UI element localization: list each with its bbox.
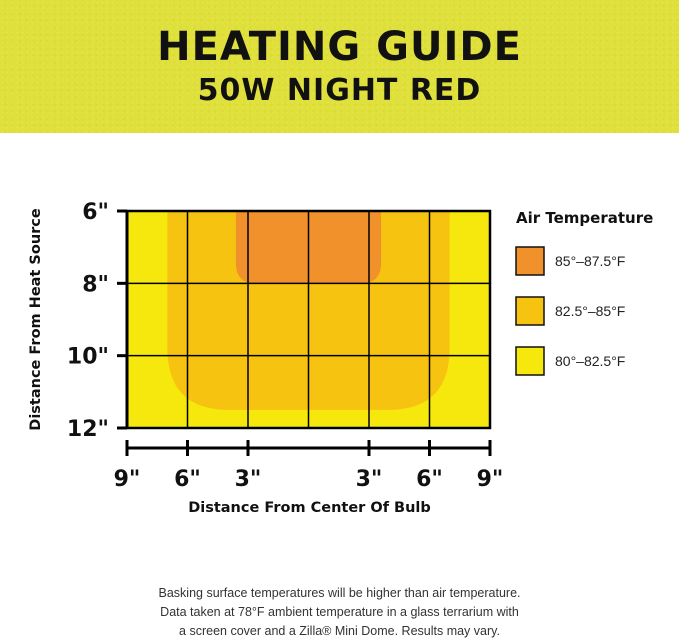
page-subtitle: 50W NIGHT RED xyxy=(197,73,482,108)
x-tick-label: 3" xyxy=(234,467,262,492)
y-tick-label: 12" xyxy=(66,417,109,442)
x-tick-label: 6" xyxy=(174,467,201,492)
legend-label: 85°–87.5°F xyxy=(555,253,626,269)
x-tick-label: 9" xyxy=(113,467,141,492)
x-tick-label: 9" xyxy=(476,467,504,492)
footnote-line-2: Data taken at 78°F ambient temperature in a glass terrarium with xyxy=(160,605,519,619)
legend-swatch xyxy=(516,297,544,325)
footnote xyxy=(0,584,679,641)
x-tick-label: 3" xyxy=(355,467,383,492)
legend-label: 80°–82.5°F xyxy=(555,353,626,369)
footnote-line-1: Basking surface temperatures will be higher than air temperature. xyxy=(158,586,521,600)
header-banner xyxy=(0,0,679,133)
x-tick-label: 6" xyxy=(416,467,443,492)
y-tick-label: 10" xyxy=(66,344,109,370)
chart-legend xyxy=(516,209,653,375)
legend-swatch xyxy=(516,347,544,375)
legend-label: 82.5°–85°F xyxy=(555,303,626,319)
legend-swatch xyxy=(516,247,544,275)
heatmap-plot-area xyxy=(127,171,490,428)
y-axis-label: Distance From Heat Source xyxy=(28,208,44,431)
page-title: HEATING GUIDE xyxy=(157,24,522,70)
y-tick-label: 6" xyxy=(82,200,109,225)
legend-title: Air Temperature xyxy=(516,209,654,227)
y-tick-label: 8" xyxy=(82,272,109,298)
x-axis-label: Distance From Center Of Bulb xyxy=(188,500,431,516)
footnote-line-3: a screen cover and a Zilla® Mini Dome. Results may vary. xyxy=(179,624,500,638)
heating-chart xyxy=(0,140,679,530)
